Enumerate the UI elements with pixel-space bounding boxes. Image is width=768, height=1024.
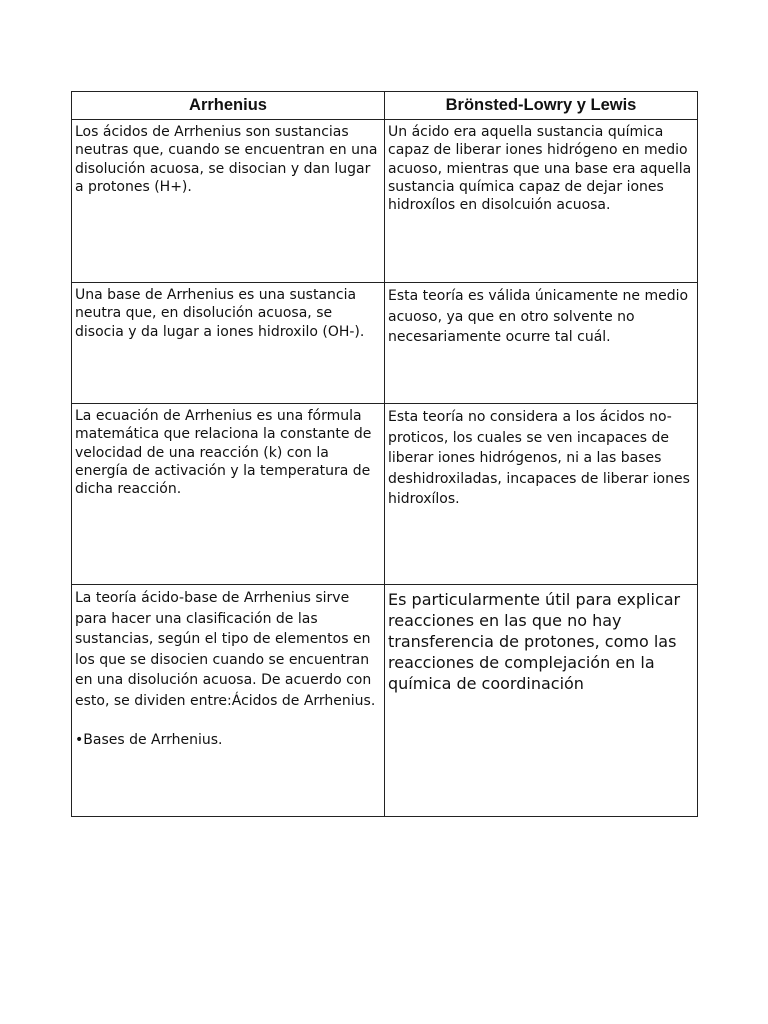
table-row — [72, 120, 698, 283]
comparison-table — [71, 91, 698, 817]
header-row — [72, 92, 698, 120]
cell-bronsted-validity: Esta teoría es válida únicamente ne medio acuoso, ya que en otro solvente no necesariamente ocurre tal cuál. — [385, 283, 698, 404]
header-bronsted-lowry-lewis: Brönsted-Lowry y Lewis — [385, 92, 698, 120]
cell-arrhenius-base: Una base de Arrhenius es una sustancia neutra que, en disolución acuosa, se disocia y da lugar a iones hidroxilo (OH-). — [72, 283, 385, 404]
cell-arrhenius-equation: La ecuación de Arrhenius es una fórmula matemática que relaciona la constante de velocidad de una reacción (k) con la energía de activación y la temperatura de dicha reacción. — [72, 404, 385, 585]
cell-bronsted-acid-definition: Un ácido era aquella sustancia química capaz de liberar iones hidrógeno en medio acuoso, mientras que una base era aquella sustancia química capaz de dejar iones hidroxílos en disolcuión acuosa. — [385, 120, 698, 283]
bullet-bases: •Bases de Arrhenius. — [75, 731, 223, 748]
table-row — [72, 585, 698, 817]
cell-arrhenius-acids: Los ácidos de Arrhenius son sustancias neutras que, cuando se encuentran en una disolución acuosa, se disocian y dan lugar a protones (H+). — [72, 120, 385, 283]
cell-lewis-usefulness: Es particularmente útil para explicar reacciones en las que no hay transferencia de protones, como las reacciones de complejación en la química de coordinación — [385, 585, 698, 817]
cell-bronsted-limitations: Esta teoría no considera a los ácidos no-proticos, los cuales se ven incapaces de liberar iones hidrógenos, ni a las bases deshidroxiladas, incapaces de liberar iones hidroxílos. — [385, 404, 698, 585]
table-row — [72, 404, 698, 585]
table-row — [72, 283, 698, 404]
header-arrhenius: Arrhenius — [72, 92, 385, 120]
classification-text: La teoría ácido-base de Arrhenius sirve para hacer una clasificación de las sustancias, según el tipo de elementos en los que se disocien cuando se encuentran en una disolución acuosa. De acuerdo con esto, se dividen entre:Ácidos de Arrhenius. — [75, 590, 376, 709]
cell-arrhenius-classification — [72, 585, 385, 817]
